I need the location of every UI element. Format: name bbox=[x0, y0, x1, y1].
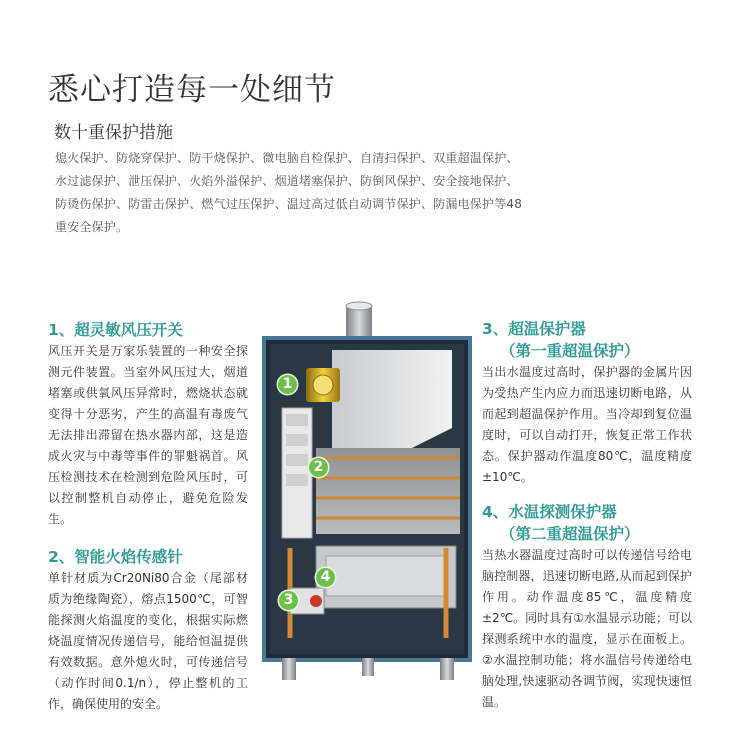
flue-pipe-top bbox=[346, 302, 372, 310]
feature-title: 3、超温保护器 bbox=[482, 320, 586, 338]
callout-marker-2: 2 bbox=[309, 458, 328, 477]
feature-overheat-protector bbox=[482, 317, 692, 488]
feature-flame-sensor bbox=[48, 545, 248, 715]
pipe-connector-left bbox=[282, 658, 296, 680]
feature-description: 单针材质为Cr20Ni80合金（尾部材质为绝缘陶瓷），熔点1500℃，可智能探测火焰温度的变化，根据实际燃烧温度情况传递信号，能给恒温提供有效数据。意外熄火时，可传递信号（动作时间0.1/n），停止整机的工作，确保使用的安全。 bbox=[48, 571, 248, 711]
fan-motor-cap bbox=[313, 375, 333, 395]
feature-description: 风压开关是万家乐装置的一种安全探测元件装置。当室外风压过大，烟道堵塞或供氧风压异常时，燃烧状态就变得十分恶劣，产生的高温有毒废气无法排出滞留在热水器内部，这是造成火灾与中毒等事件的罪魁祸首。风压检测技术在检测到危险风压时，可以控制整机自动停止，避免危险发生。 bbox=[48, 344, 248, 526]
feature-water-temp-protector bbox=[482, 500, 692, 713]
feature-subtitle: （第一重超温保护） bbox=[500, 342, 640, 360]
feature-title: 1、超灵敏风压开关 bbox=[48, 321, 183, 339]
callout-marker-1: 1 bbox=[278, 375, 297, 394]
callout-marker-3: 3 bbox=[279, 591, 298, 610]
heat-exchanger bbox=[316, 448, 460, 534]
smoke-hood bbox=[332, 350, 452, 448]
pipe-connector-mid bbox=[362, 658, 374, 676]
feature-subtitle: （第二重超温保护） bbox=[500, 525, 640, 543]
page-subtitle: 数十重保护措施 bbox=[54, 123, 173, 143]
feature-title: 2、智能火焰传感针 bbox=[48, 548, 183, 566]
control-board bbox=[282, 408, 312, 538]
feature-title: 4、水温探测保护器 bbox=[482, 503, 617, 521]
feature-description: 当热水器温度过高时可以传递信号给电脑控制器，迅速切断电路,从而起到保护作用。动作温度85℃，温度精度±2℃。同时具有①水温显示功能；可以探测系统中水的温度，显示在面板上。②水温控制功能；将水温信号传递给电脑处理,快速驱动各调节阀，实现快速恒温。 bbox=[482, 548, 692, 709]
feature-description: 当出水温度过高时，保护器的金属片因为受热产生内应力而迅速切断电路，从而起到超温保护作用。当冷却到复位温度时，可以自动打开，恢复正常工作状态。保护器动作温度80℃，温度精度±10℃。 bbox=[482, 365, 692, 484]
pipe-connector-right bbox=[440, 658, 454, 680]
callout-marker-4: 4 bbox=[316, 568, 335, 587]
page-title: 悉心打造每一处细节 bbox=[48, 72, 336, 108]
protection-list: 熄火保护、防烧穿保护、防干烧保护、微电脑自检保护、自清扫保护、双重超温保护、水过滤保护、泄压保护、火焰外溢保护、烟道堵塞保护、防倒风保护、安全接地保护、防烫伤保护、防雷击保护、燃气过压保护、温过高过低自动调节保护、防漏电保护等48重安全保护。 bbox=[55, 151, 523, 234]
water-heater-illustration bbox=[262, 298, 474, 690]
feature-air-pressure-switch bbox=[48, 318, 248, 530]
